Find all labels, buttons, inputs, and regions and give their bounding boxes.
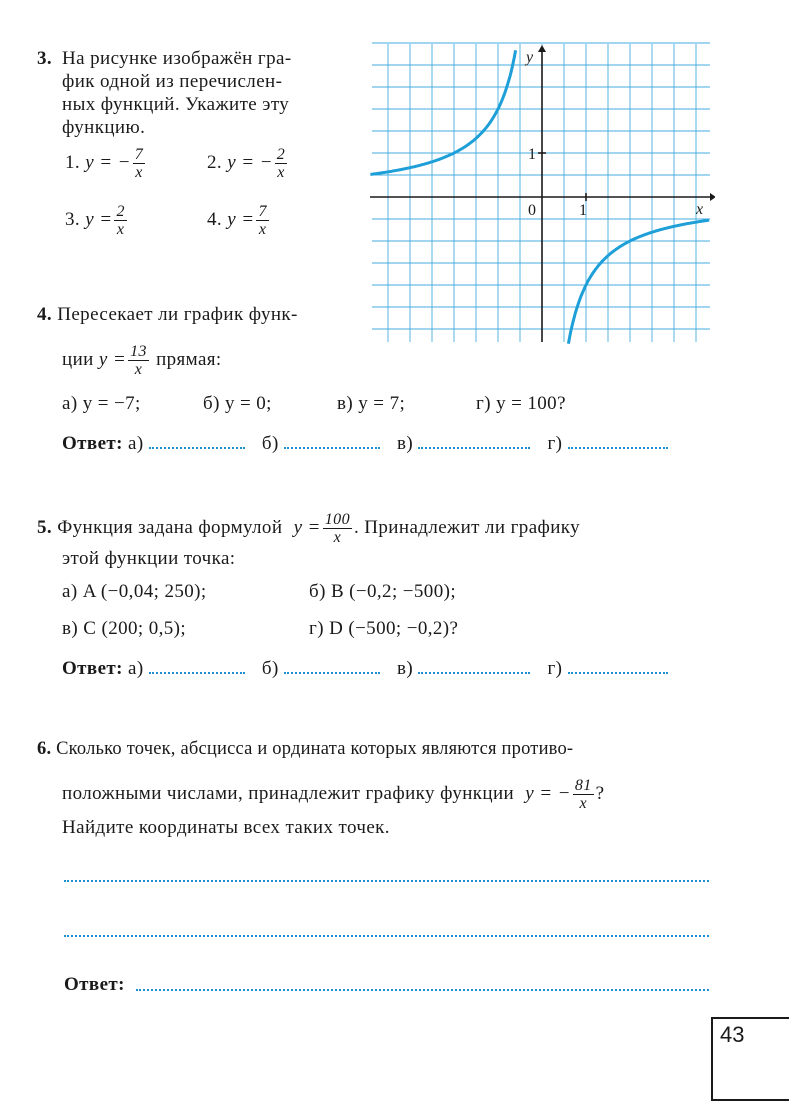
answer-field-b[interactable] [284, 672, 380, 674]
answer-label: Ответ: [62, 433, 123, 454]
option-fraction [275, 146, 287, 181]
graph-axes [370, 45, 715, 342]
task5-option-a: а) A (−0,04; 250); [62, 581, 207, 602]
option-label: 1. [65, 151, 81, 173]
answer-part-label: б) [261, 658, 279, 679]
answer-part-label: а) [128, 433, 144, 454]
denominator: x [333, 529, 342, 546]
answer-field-a[interactable] [149, 672, 245, 674]
y-unit-label: 1 [528, 146, 536, 163]
task3-line-1: На рисунке изображён гра- [62, 48, 292, 69]
curve-branch-right [568, 220, 709, 344]
task3-option-4 [207, 203, 271, 238]
option-lhs: y = [227, 208, 255, 230]
task4-fraction [128, 343, 149, 378]
task3-option-2 [207, 146, 289, 181]
task3-option-1 [65, 146, 147, 181]
task4-text-1: Пересекает ли график функ- [57, 304, 298, 325]
answer-field-a[interactable] [149, 447, 245, 449]
answer-part-label: в) [397, 433, 414, 454]
numerator: 81 [574, 777, 592, 794]
task3-option-3 [65, 203, 129, 238]
answer-part-label: а) [128, 658, 144, 679]
page-number: 43 [720, 1022, 745, 1047]
option-label: 3. [65, 208, 81, 230]
answer-part-label: б) [261, 433, 279, 454]
task4-text-prefix: ции [62, 348, 94, 370]
x-unit-label: 1 [579, 202, 587, 219]
x-axis-arrow [710, 193, 715, 201]
task5-number: 5. [37, 516, 53, 538]
task4-text-suffix: прямая: [156, 348, 222, 370]
origin-label: 0 [528, 202, 536, 219]
answer-field-d[interactable] [568, 447, 668, 449]
task4-line-2 [62, 343, 222, 378]
task6-lhs: y = − [525, 782, 571, 804]
task5-line-2: этой функции точка: [62, 548, 236, 569]
denominator: x [134, 361, 143, 378]
x-axis-label: x [696, 201, 704, 218]
task6-line-1 [37, 737, 573, 761]
option-fraction [114, 203, 126, 238]
y-axis-label: y [526, 49, 534, 66]
answer-part-label: г) [547, 433, 563, 454]
task6-answer-line-1[interactable] [64, 880, 709, 882]
task4-option-d: г) y = 100? [476, 393, 566, 414]
curve-branch-left [370, 50, 515, 174]
task6-answer-line-2[interactable] [64, 935, 709, 937]
task3-header [37, 47, 52, 71]
option-lhs: y = − [227, 151, 273, 173]
answer-field-d[interactable] [568, 672, 668, 674]
option-label: 4. [207, 208, 223, 230]
task5-text-prefix: Функция задана формулой [57, 516, 283, 538]
answer-field-c[interactable] [418, 672, 530, 674]
option-lhs: y = [85, 208, 113, 230]
task3-line-3: ных функций. Укажите эту [62, 94, 290, 115]
numerator: 2 [276, 146, 286, 163]
graph-grid [372, 43, 710, 342]
task4-lhs: y = [98, 348, 127, 370]
task5-line-1 [37, 511, 580, 546]
denominator: x [258, 221, 267, 238]
task3-number: 3. [37, 48, 53, 69]
task5-option-d: г) D (−500; −0,2)? [309, 618, 459, 639]
answer-part-label: в) [397, 658, 414, 679]
numerator: 7 [258, 203, 267, 220]
task4-answer-row [62, 432, 668, 456]
task3-line-4: функцию. [62, 117, 146, 138]
task6-line-2 [62, 777, 605, 812]
denominator: x [277, 164, 285, 181]
option-fraction [133, 146, 145, 181]
task6-question-mark: ? [595, 782, 605, 804]
task6-number: 6. [37, 739, 52, 759]
task4-option-b: б) y = 0; [203, 393, 272, 414]
task4-option-c: в) y = 7; [337, 393, 406, 414]
task4-line-1 [37, 303, 298, 327]
task4-option-a: а) y = −7; [62, 393, 141, 414]
denominator: x [116, 221, 125, 238]
hyperbola-graph [370, 42, 715, 350]
task3-line-2: фик одной из перечислен- [62, 71, 283, 92]
task6-text-2: положными числами, принадлежит графику функции [62, 782, 515, 804]
answer-field-c[interactable] [418, 447, 530, 449]
task4-number: 4. [37, 304, 53, 325]
task5-option-b: б) B (−0,2; −500); [309, 581, 457, 602]
task6-line-3: Найдите координаты всех таких точек. [62, 817, 390, 838]
task6-answer-label: Ответ: [64, 974, 125, 995]
answer-label: Ответ: [62, 658, 123, 679]
numerator: 100 [324, 511, 350, 528]
denominator: x [579, 795, 588, 812]
y-axis-arrow [538, 45, 546, 52]
answer-field-b[interactable] [284, 447, 380, 449]
task5-answer-row [62, 657, 668, 681]
option-lhs: y = − [85, 151, 131, 173]
option-label: 2. [207, 151, 223, 173]
task6-text-1: Сколько точек, абсцисса и ордината которых являются противо- [56, 739, 574, 759]
numerator: 2 [116, 203, 125, 220]
task5-text-suffix: . Принадлежит ли графику [353, 516, 581, 538]
task6-fraction [573, 777, 594, 812]
task5-fraction [323, 511, 352, 546]
denominator: x [135, 164, 143, 181]
task5-option-c: в) C (200; 0,5); [62, 618, 187, 639]
task5-lhs: y = [293, 516, 321, 538]
numerator: 13 [130, 343, 147, 360]
task6-answer-field[interactable] [136, 989, 709, 991]
numerator: 7 [134, 146, 144, 163]
option-fraction [256, 203, 268, 238]
answer-part-label: г) [547, 658, 563, 679]
